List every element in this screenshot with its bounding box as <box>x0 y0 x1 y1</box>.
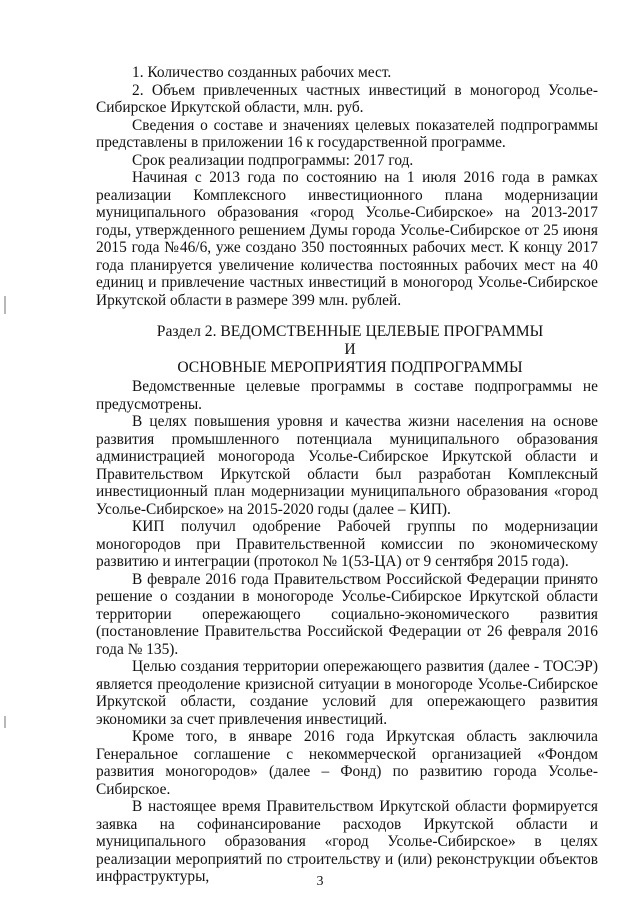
paragraph: В феврале 2016 года Правительством Российской Федерации принято решение о создании в моногороде Усолье-Сибирское Иркутской области территории опережающего социально-экономического развития (постановление Правительства Российской Федерации от 26 февраля 2016 года № 135). <box>96 570 598 658</box>
intro-text-block <box>96 64 598 309</box>
section-heading <box>150 323 550 377</box>
paragraph: В настоящее время Правительством Иркутской области формируется заявка на софинансирование расходов Иркутской области и муниципального образования «город Усолье-Сибирское» в целях реализации мероприятий по строительству и (или) реконструкции объектов инфраструктуры, <box>96 798 598 885</box>
scan-margin-mark <box>4 296 6 314</box>
paragraph: Ведомственные целевые программы в составе подпрограммы не предусмотрены. <box>96 378 598 413</box>
paragraph: Начиная с 2013 года по состоянию на 1 июля 2016 года в рамках реализации Комплексного инвестиционного плана модернизации муниципального образования «город Усолье-Сибирское» на 2013-2017 годы, утвержденного решением Думы города Усолье-Сибирское от 25 июня 2015 года №46/6, уже создано 350 постоянных рабочих мест. К концу 2017 года планируется увеличение количества постоянных рабочих мест на 40 единиц и привлечение частных инвестиций в моногород Усолье-Сибирское Иркутской области в размере 399 млн. рублей. <box>96 169 598 309</box>
paragraph: 2. Объем привлеченных частных инвестиций в моногород Усолье-Сибирское Иркутской области, млн. руб. <box>96 81 598 116</box>
paragraph: Сведения о составе и значениях целевых показателей подпрограммы представлены в приложении 16 к государственной программе. <box>96 116 598 151</box>
paragraph: В целях повышения уровня и качества жизни населения на основе развития промышленного потенциала муниципального образования администрацией моногорода Усолье-Сибирское Иркутской области и Правительством Иркутской области был разработан Комплексный инвестиционный план модернизации муниципального образования «город Усолье-Сибирское» на 2015-2020 годы (далее – КИП). <box>96 413 598 518</box>
paragraph: КИП получил одобрение Рабочей группы по модернизации моногородов при Правительственной комиссии по экономическому развитию и интеграции (протокол № 1(53-ЦА) от 9 сентября 2015 года). <box>96 518 598 570</box>
paragraph: Кроме того, в январе 2016 года Иркутская область заключила Генеральное соглашение с некоммерческой организацией «Фондом развития моногородов» (далее – Фонд) по развитию города Усолье-Сибирское. <box>96 728 598 798</box>
scan-margin-mark <box>4 716 6 728</box>
section-heading-line: ОСНОВНЫЕ МЕРОПРИЯТИЯ ПОДПРОГРАММЫ <box>177 359 523 376</box>
section-text-block <box>96 378 598 886</box>
paragraph: Целью создания территории опережающего развития (далее - ТОСЭР) является преодоление кризисной ситуации в моногороде Усолье-Сибирское Иркутской области, создание условий для опережающего развития экономики за счет привлечения инвестиций. <box>96 658 598 728</box>
paragraph: 1. Количество созданных рабочих мест. <box>132 64 392 81</box>
page-number: 3 <box>316 874 324 889</box>
paragraph: Срок реализации подпрограммы: 2017 год. <box>132 151 414 169</box>
section-heading-line: Раздел 2. ВЕДОМСТВЕННЫЕ ЦЕЛЕВЫЕ ПРОГРАММЫ И <box>156 323 544 358</box>
